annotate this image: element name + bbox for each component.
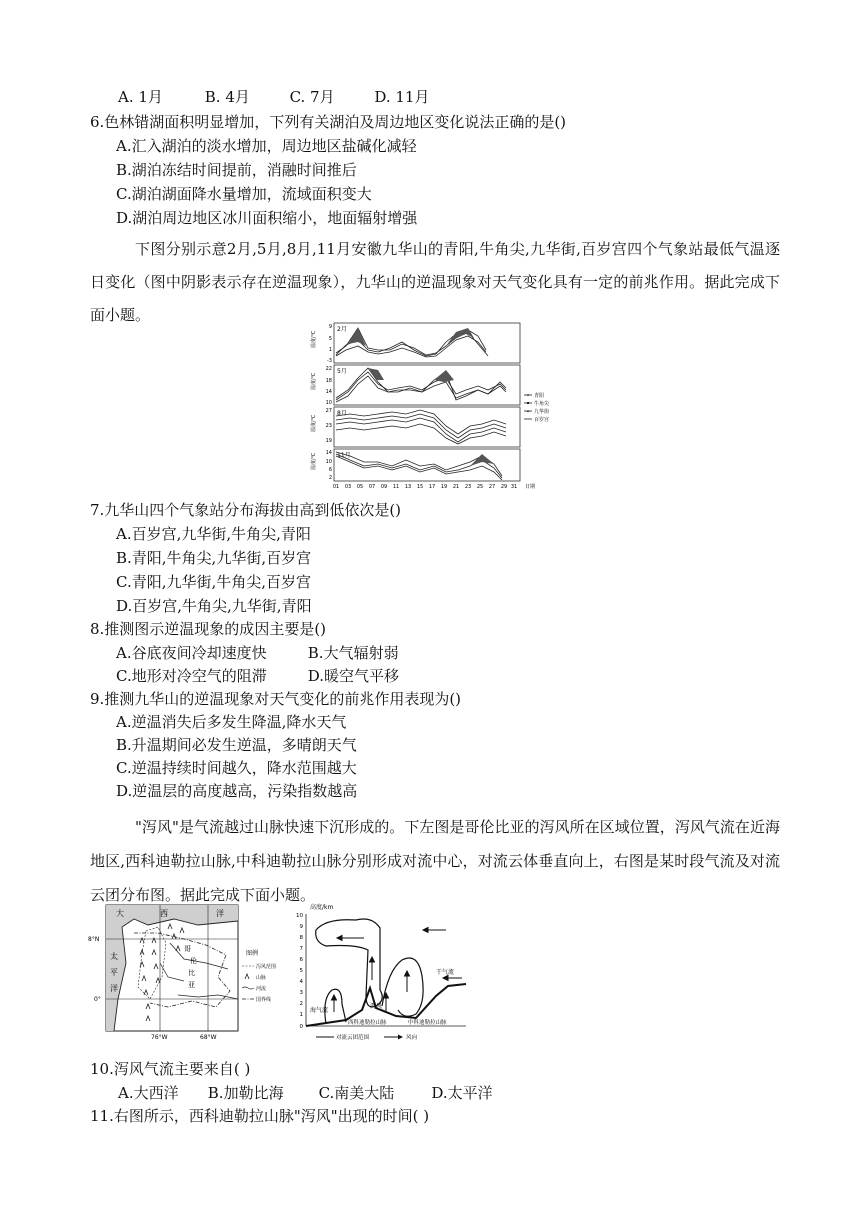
- q5-option-c: C. 7月: [289, 88, 335, 106]
- q10-options: [118, 1083, 493, 1103]
- nov-tick-2: 6: [328, 467, 332, 473]
- map-legend-river: 河流: [256, 986, 267, 992]
- xtick-11: 11: [392, 484, 400, 490]
- q8-options-row-2: [116, 666, 399, 686]
- map-lat-0: 0°: [94, 996, 101, 1003]
- aug-tick-2: 19: [325, 438, 332, 444]
- q8-options-row-1: [116, 643, 399, 663]
- airflow-section-diagram: [286, 900, 472, 1044]
- map-ocean-top-0: 大: [116, 909, 124, 918]
- aug-tick-1: 23: [325, 423, 332, 429]
- map-legend-foehn: 泻风范围: [256, 964, 277, 970]
- passage-2: "泻风"是气流越过山脉快速下沉形成的。下左图是哥伦比亚的泻风所在区域位置，泻风气流在近海地区,西科迪勒拉山脉,中科迪勒拉山脉分别形成对流中心，对流云体垂直向上，右图是某时段气流及对流云团分布图。据此完成下面小题。: [90, 818, 780, 904]
- temperature-chart: [306, 320, 550, 492]
- map-country-3: 亚: [188, 981, 195, 989]
- xtick-29: 29: [500, 484, 508, 490]
- section-label-foehn: 泻风: [370, 1003, 383, 1010]
- section-label-dry-air: 干气流: [436, 969, 455, 976]
- section-ytick-9: 9: [299, 924, 303, 930]
- panel-may-ylabel: 温度/℃: [311, 372, 317, 390]
- section-ytick-10: 10: [296, 913, 303, 919]
- section-legend-cloud: 对流云团范围: [336, 1035, 370, 1041]
- map-country-2: 比: [188, 969, 195, 977]
- legend-niujiaojian: 牛角尖: [534, 401, 550, 407]
- xtick-13: 13: [404, 484, 412, 490]
- q9-option-d: D.逆温层的高度越高，污染指数越高: [116, 782, 358, 800]
- q10-option-d: D.太平洋: [431, 1084, 493, 1102]
- q6-option-a: A.汇入湖泊的淡水增加，周边地区盐碱化减轻: [116, 137, 417, 155]
- section-ytick-0: 0: [299, 1024, 303, 1030]
- may-tick-0: 22: [325, 366, 332, 372]
- xtick-07: 07: [368, 484, 376, 490]
- q9-stem: 9.推测九华山的逆温现象对天气变化的前兆作用表现为(): [90, 690, 462, 708]
- nov-tick-1: 10: [325, 459, 332, 465]
- colombia-map: [88, 903, 278, 1043]
- map-legend-title: 图例: [246, 950, 259, 957]
- map-lon-76w: 76°W: [151, 1034, 168, 1041]
- q10-option-c: C.南美大陆: [318, 1084, 395, 1102]
- q6-option-b: B.湖泊冻结时间提前，消融时间推后: [116, 161, 357, 179]
- map-ocean-left-0: 太: [110, 952, 118, 961]
- map-ocean-left-2: 洋: [110, 984, 118, 993]
- section-ytick-3: 3: [299, 990, 303, 996]
- q10-stem: 10.泻风气流主要来自( ): [90, 1060, 251, 1078]
- nov-tick-3: 2: [328, 475, 332, 481]
- may-tick-1: 18: [325, 378, 332, 384]
- map-country-1: 伦: [190, 957, 197, 965]
- section-label-central-range: 中科迪勒拉山脉: [408, 1020, 447, 1026]
- q6-stem: 6.色林错湖面积明显增加，下列有关湖泊及周边地区变化说法正确的是(): [90, 113, 567, 131]
- q7-stem: 7.九华山四个气象站分布海拔由高到低依次是(): [90, 501, 402, 519]
- panel-nov-label: 11月: [337, 452, 351, 459]
- xtick-01: 01: [332, 484, 340, 490]
- section-ytick-5: 5: [299, 968, 303, 974]
- xtick-15: 15: [416, 484, 424, 490]
- q5-option-a: A. 1月: [118, 88, 163, 106]
- xtick-31: 31: [510, 484, 518, 490]
- xtick-17: 17: [428, 484, 436, 490]
- section-ytick-4: 4: [299, 979, 303, 985]
- passage-1: 下图分别示意2月,5月,8月,11月安徽九华山的青阳,牛角尖,九华街,百岁宫四个气象站最低气温逐日变化（图中阴影表示存在逆温现象），九华山的逆温现象对天气变化具有一定的前兆作用。据此完成下面小题。: [90, 240, 780, 324]
- may-tick-3: 10: [325, 400, 332, 406]
- q9-option-b: B.升温期间必发生逆温，多晴朗天气: [116, 736, 357, 754]
- q5-option-b: B. 4月: [204, 88, 250, 106]
- panel-nov-ylabel: 温度/℃: [311, 452, 317, 470]
- panel-aug-label: 8月: [337, 410, 347, 417]
- map-lat-8n: 8°N: [88, 936, 100, 943]
- panel-aug-ylabel: 温度/℃: [311, 414, 317, 432]
- xtick-27: 27: [488, 484, 496, 490]
- map-ocean-left-1: 平: [110, 968, 118, 977]
- legend-qingyang: 青阳: [534, 393, 545, 399]
- q9-option-c: C.逆温持续时间越久，降水范围越大: [116, 759, 357, 777]
- feb-tick-3: -3: [327, 358, 332, 364]
- xtick-03: 03: [344, 484, 352, 490]
- q8-stem: 8.推测图示逆温现象的成因主要是(): [90, 620, 327, 638]
- q7-option-d: D.百岁宫,牛角尖,九华街,青阳: [116, 597, 312, 615]
- panel-may-label: 5月: [337, 368, 347, 375]
- q8-option-c: C.地形对冷空气的阻滞: [116, 667, 267, 685]
- section-ytick-2: 2: [299, 1001, 303, 1007]
- q6-option-c: C.湖泊湖面降水量增加，流域面积变大: [116, 185, 372, 203]
- map-ocean-top-1: 西: [160, 909, 168, 918]
- legend-baisuigong: 百岁宫: [534, 417, 550, 423]
- xtick-23: 23: [464, 484, 472, 490]
- section-ylabel: 高度/km: [310, 904, 334, 911]
- feb-tick-2: 1: [328, 347, 332, 353]
- q8-option-d: D.暖空气平移: [307, 667, 400, 685]
- section-ytick-8: 8: [299, 935, 303, 941]
- section-ytick-6: 6: [299, 957, 303, 963]
- map-ocean-top-2: 洋: [216, 909, 224, 918]
- xtick-25: 25: [476, 484, 484, 490]
- q10-option-a: A.大西洋: [118, 1084, 179, 1102]
- may-tick-2: 14: [325, 389, 332, 395]
- nov-tick-0: 14: [325, 450, 332, 456]
- section-legend-wind: 风向: [406, 1035, 418, 1041]
- xtick-05: 05: [356, 484, 364, 490]
- map-country-0: 哥: [184, 945, 191, 953]
- q8-option-a: A.谷底夜间冷却速度快: [116, 644, 267, 662]
- q9-option-a: A.逆温消失后多发生降温,降水天气: [116, 713, 347, 731]
- xaxis-label: 日期: [524, 484, 536, 490]
- section-ytick-7: 7: [299, 946, 303, 952]
- q6-option-d: D.湖泊周边地区冰川面积缩小，地面辐射增强: [116, 209, 418, 227]
- section-label-sea-air: 海气流: [310, 1007, 329, 1014]
- feb-inversion-1: [348, 328, 366, 346]
- xtick-21: 21: [452, 484, 460, 490]
- panel-feb-ylabel: 温度/℃: [311, 330, 317, 348]
- feb-tick-1: 5: [328, 336, 332, 342]
- q8-option-b: B.大气辐射弱: [307, 644, 399, 662]
- xtick-19: 19: [440, 484, 448, 490]
- q7-option-a: A.百岁宫,九华街,牛角尖,青阳: [116, 525, 311, 543]
- section-label-west-range: 西科迪勒拉山脉: [348, 1020, 387, 1026]
- q7-option-c: C.青阳,九华街,牛角尖,百岁宫: [116, 573, 312, 591]
- q10-option-b: B.加勒比海: [207, 1084, 284, 1102]
- may-inversion-2: [434, 370, 454, 382]
- feb-tick-0: 9: [328, 324, 332, 330]
- map-legend-mountain: 山脉: [256, 975, 267, 981]
- panel-feb-label: 2月: [337, 326, 347, 333]
- section-ytick-1: 1: [299, 1012, 303, 1018]
- xtick-09: 09: [380, 484, 388, 490]
- q5-option-d: D. 11月: [374, 88, 430, 106]
- q7-option-b: B.青阳,牛角尖,九华街,百岁宫: [116, 549, 312, 567]
- map-lon-68w: 68°W: [200, 1034, 217, 1041]
- may-inversion-1: [368, 368, 384, 380]
- map-legend-border: 国界线: [256, 997, 272, 1003]
- aug-tick-0: 27: [325, 408, 332, 414]
- q11-stem: 11.右图所示，西科迪勒拉山脉"泻风"出现的时间( ): [90, 1107, 430, 1125]
- legend-jiuhuajie: 九华街: [534, 409, 550, 415]
- q5-options: [118, 87, 429, 107]
